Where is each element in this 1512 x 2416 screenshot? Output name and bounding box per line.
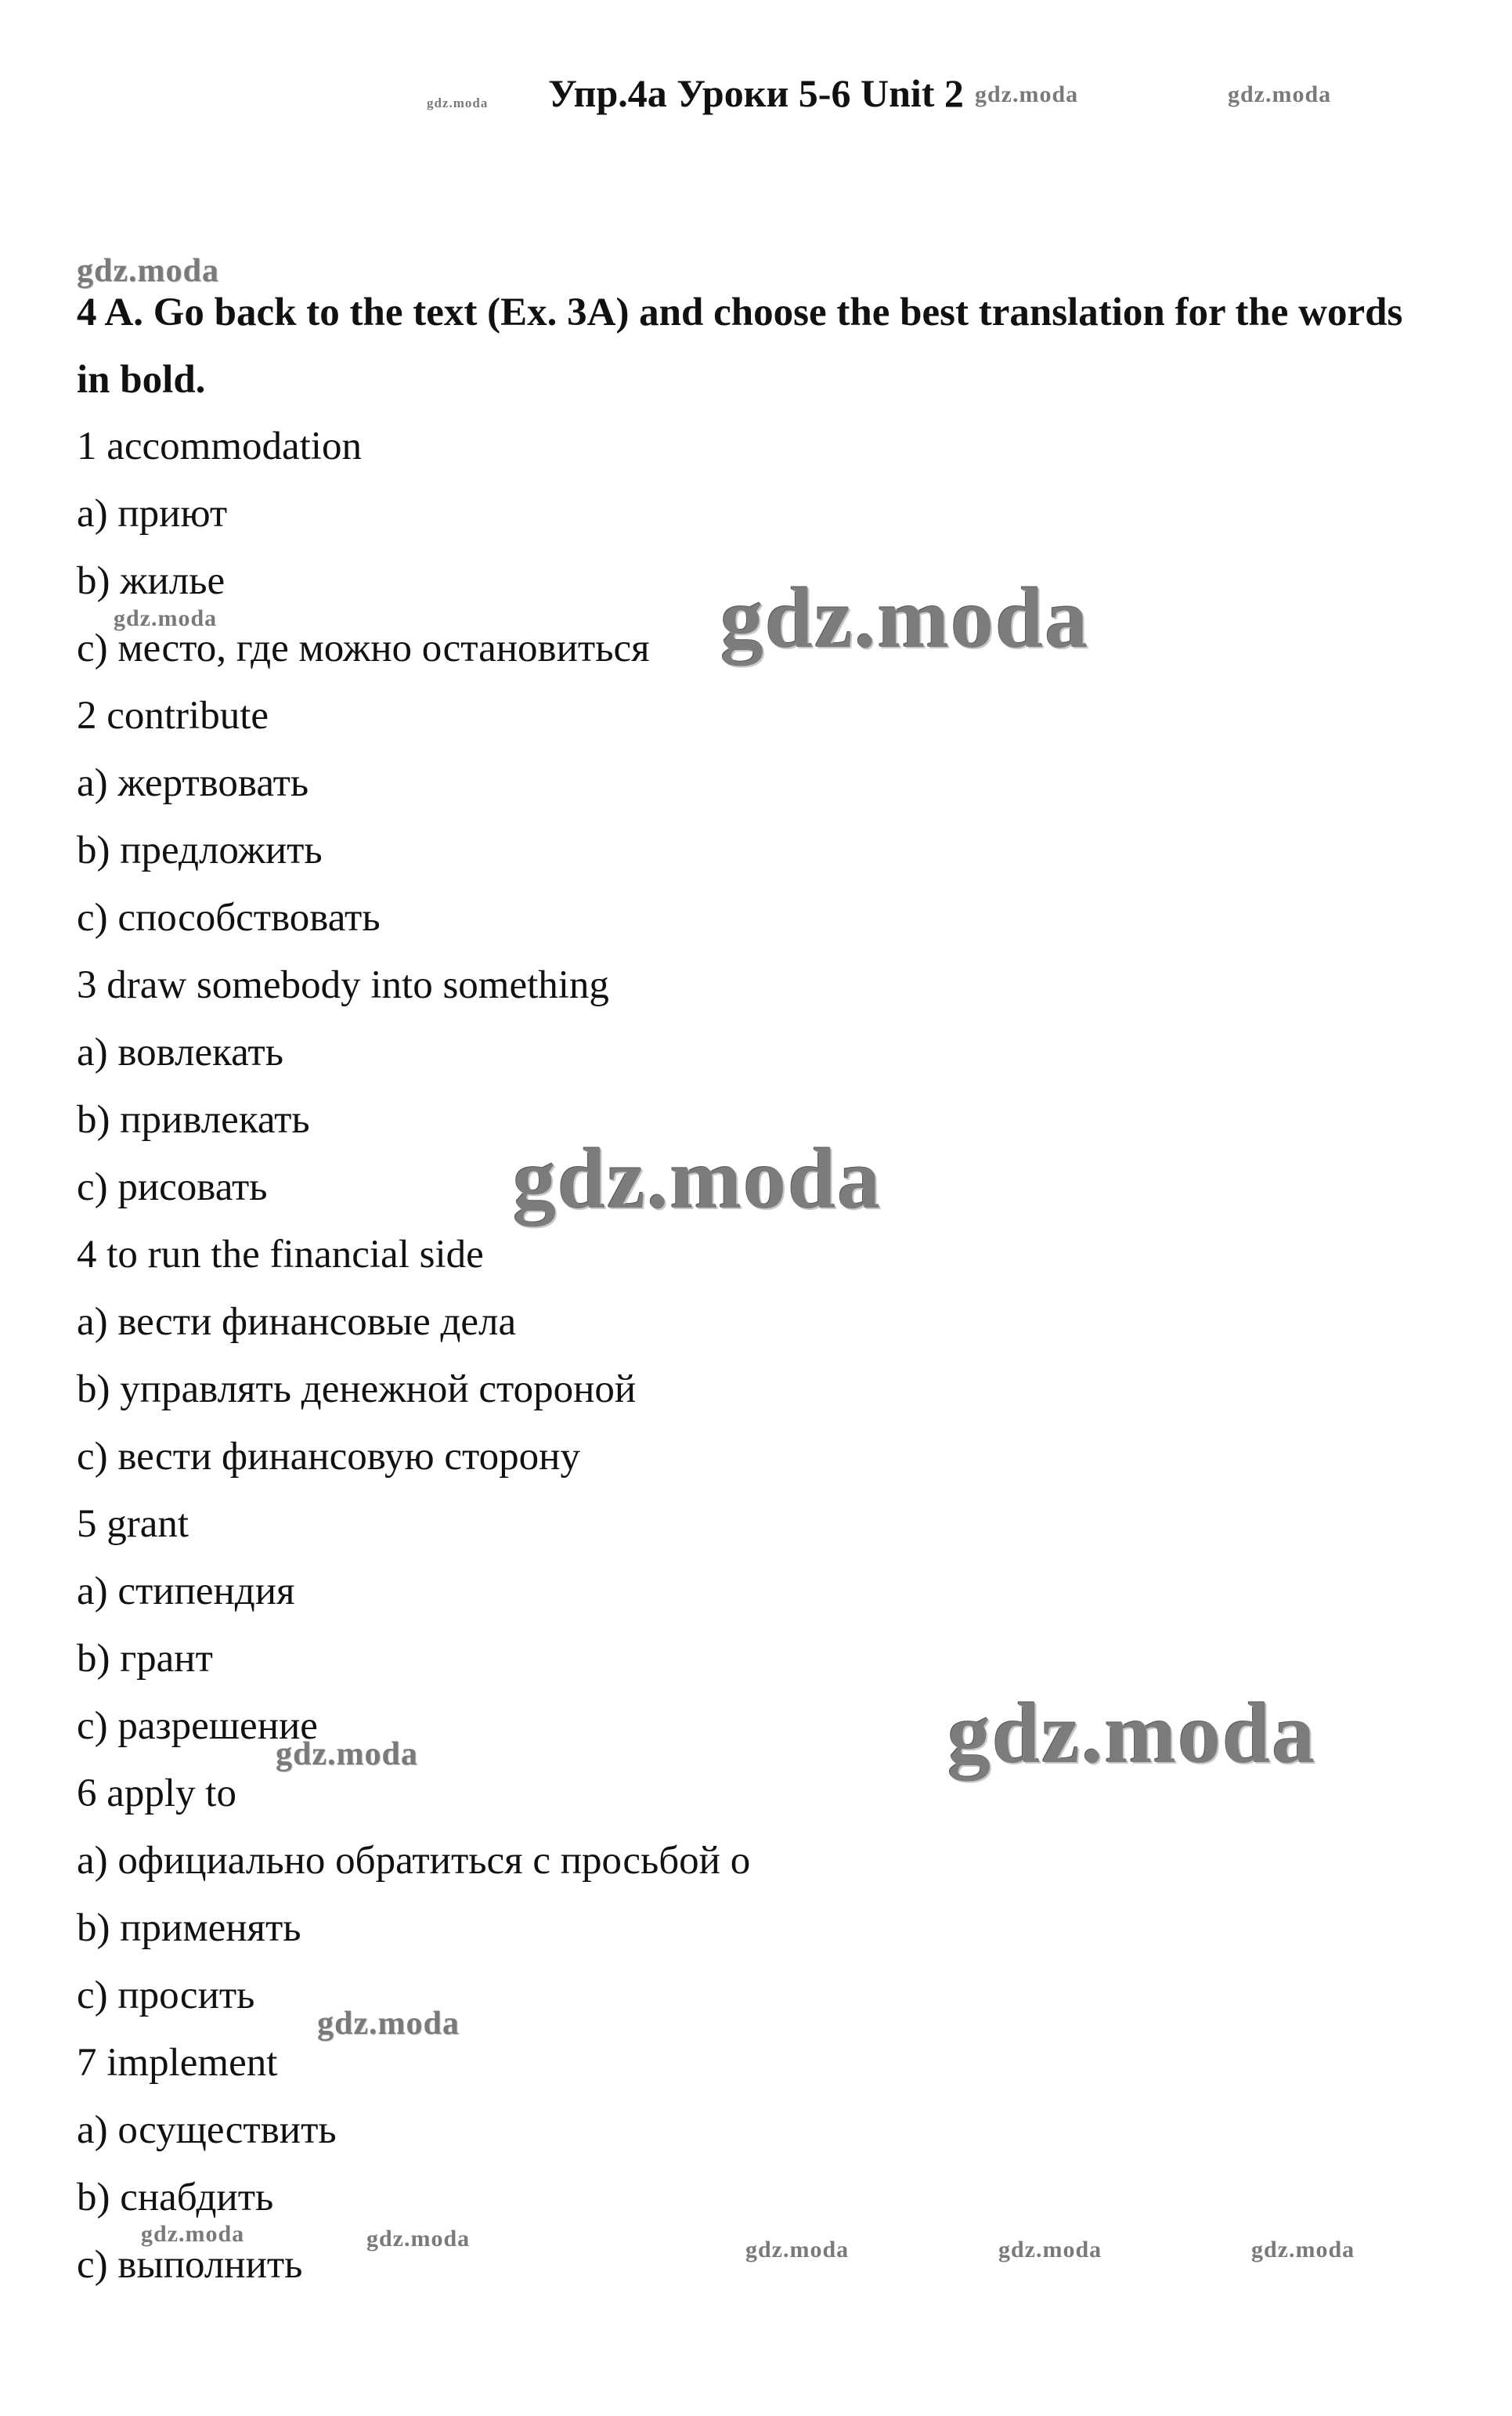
watermark: gdz.moda — [975, 81, 1079, 107]
watermark: gdz.moda — [276, 1736, 418, 1772]
question-7-term: 7 implement — [77, 2041, 278, 2085]
page-title: Упр.4а Уроки 5-6 Unit 2 — [548, 71, 964, 115]
watermark: gdz.moda — [114, 605, 218, 631]
watermark: gdz.moda — [77, 253, 219, 289]
question-3-option-c: c) рисовать — [77, 1165, 268, 1209]
question-4-option-c: c) вести финансовую сторону — [77, 1435, 580, 1479]
question-2-term: 2 contribute — [77, 694, 269, 738]
question-1-option-b: b) жилье — [77, 559, 226, 603]
question-6-option-b: b) применять — [77, 1906, 301, 1950]
question-4-term: 4 to run the financial side — [77, 1233, 484, 1277]
question-6-option-c: c) просить — [77, 1974, 255, 2017]
question-7-option-a: a) осуществить — [77, 2108, 337, 2152]
question-1-option-a: a) приют — [77, 492, 228, 536]
question-7-option-b: b) снабдить — [77, 2176, 274, 2219]
question-5-option-b: b) грант — [77, 1637, 213, 1681]
question-2-option-a: a) жертвовать — [77, 761, 309, 805]
question-3-option-b: b) привлекать — [77, 1098, 310, 1142]
watermark: gdz.moda — [1251, 2237, 1355, 2263]
question-5-term: 5 grant — [77, 1502, 189, 1546]
task-heading: 4 A. Go back to the text (Ex. 3A) and choose the best translation for the words in bold. — [77, 291, 1403, 402]
question-6-option-a: a) официально обратиться с просьбой о — [77, 1839, 751, 1883]
question-5-option-a: a) стипендия — [77, 1569, 295, 1613]
question-4-option-a: a) вести финансовые дела — [77, 1300, 517, 1344]
question-1-option-c: c) место, где можно остановиться — [77, 627, 650, 670]
watermark: gdz.moda — [947, 1685, 1317, 1781]
watermark: gdz.moda — [720, 570, 1090, 666]
question-2-option-c: c) способствовать — [77, 896, 381, 940]
question-7-option-c: c) выполнить — [77, 2243, 303, 2287]
question-3-term: 3 draw somebody into something — [77, 963, 609, 1007]
watermark: gdz.moda — [427, 96, 489, 110]
watermark: gdz.moda — [366, 2226, 471, 2252]
watermark: gdz.moda — [141, 2221, 245, 2247]
watermark: gdz.moda — [513, 1131, 882, 1226]
watermark: gdz.moda — [998, 2237, 1102, 2263]
question-6-term: 6 apply to — [77, 1771, 236, 1815]
question-2-option-b: b) предложить — [77, 829, 323, 872]
question-1-term: 1 accommodation — [77, 424, 362, 468]
watermark: gdz.moda — [1228, 81, 1332, 107]
question-4-option-b: b) управлять денежной стороной — [77, 1367, 637, 1411]
question-3-option-a: a) вовлекать — [77, 1031, 283, 1074]
watermark: gdz.moda — [317, 2006, 460, 2042]
watermark: gdz.moda — [745, 2237, 850, 2263]
question-5-option-c: c) разрешение — [77, 1704, 318, 1748]
